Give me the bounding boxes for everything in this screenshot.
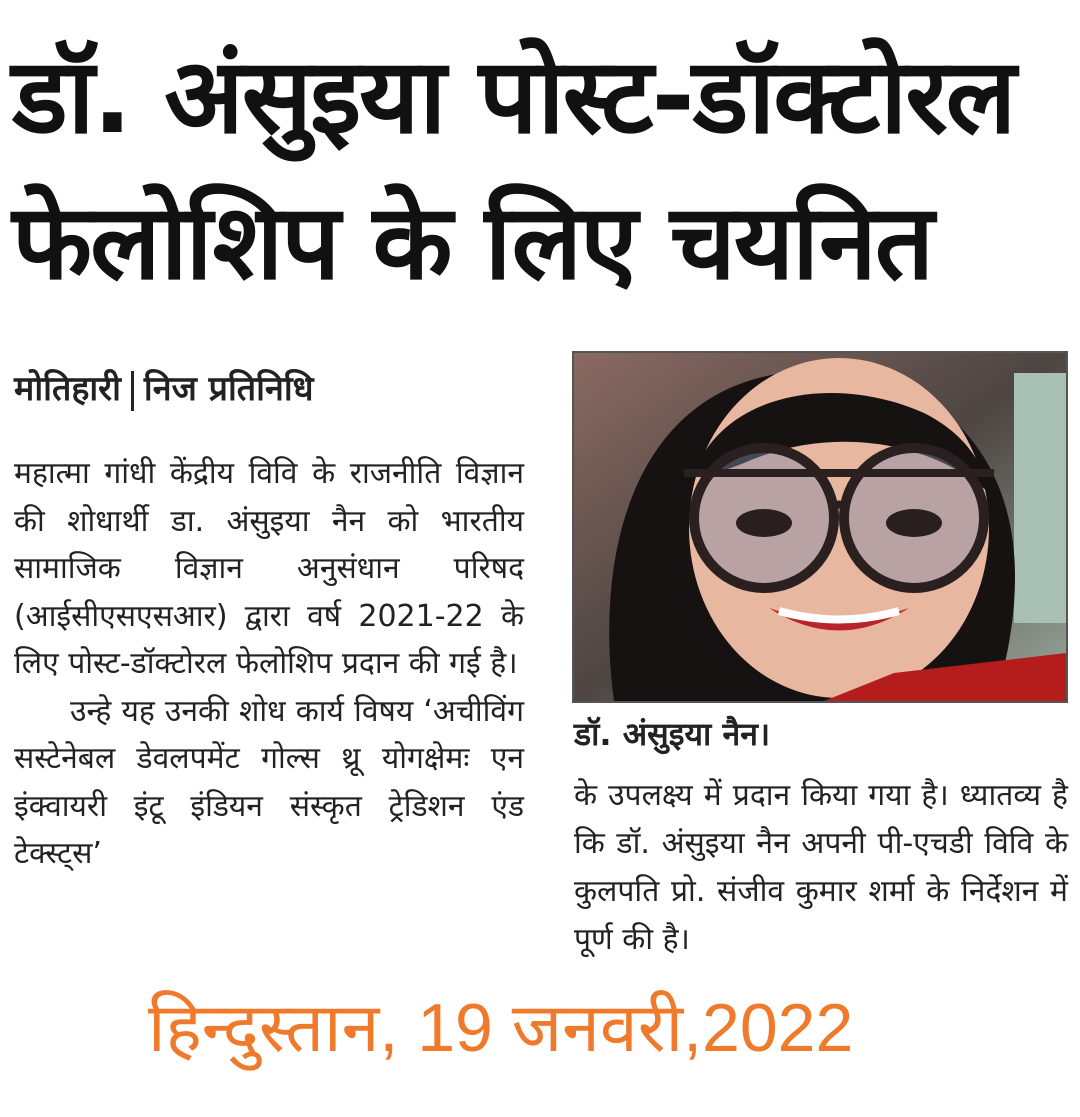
source-footer: हिन्दुस्तान, 19 जनवरी,2022 [148,990,854,1066]
dateline-place: मोतिहारी [14,369,121,409]
article-paragraph-2: उन्हे यह उनकी शोध कार्य विषय ‘अचीविंग सस्टेनेबल डेवलपमेंट गोल्स थ्रू योगक्षेमः एन इंक्वायरी इंटू इंडियन संस्कृत ट्रेडिशन एंड टेक्स्ट्स’ [14,693,524,871]
dateline [14,364,314,411]
dateline-divider [131,371,134,411]
portrait-illustration [574,353,1066,701]
article-column-right [574,772,1068,964]
dateline-byline: निज प्रतिनिधि [143,369,314,409]
portrait-photo [572,351,1068,703]
article-column-left [14,450,524,878]
headline-line-2: फेलोशिप के लिए चयनित [12,181,933,303]
article-paragraph-1: महात्मा गांधी केंद्रीय विवि के राजनीति विज्ञान की शोधार्थी डा. अंसुइया नैन को भारतीय सामाजिक विज्ञान अनुसंधान परिषद (आईसीएसएसआर) द्वारा वर्ष 2021-22 के लिए पोस्ट-डॉक्टोरल फेलोशिप प्रदान की गई है। [14,456,524,681]
headline-line-1: डॉ. अंसुइया पोस्ट-डॉक्टोरल [12,35,1015,157]
article-paragraph-3: के उपलक्ष्य में प्रदान किया गया है। ध्यातव्य है कि डॉ. अंसुइया नैन अपनी पी-एचडी विवि के कुलपति प्रो. संजीव कुमार शर्मा के निर्देशन में पूर्ण की है। [574,778,1068,957]
photo-caption: डॉ. अंसुइया नैन। [574,715,771,753]
